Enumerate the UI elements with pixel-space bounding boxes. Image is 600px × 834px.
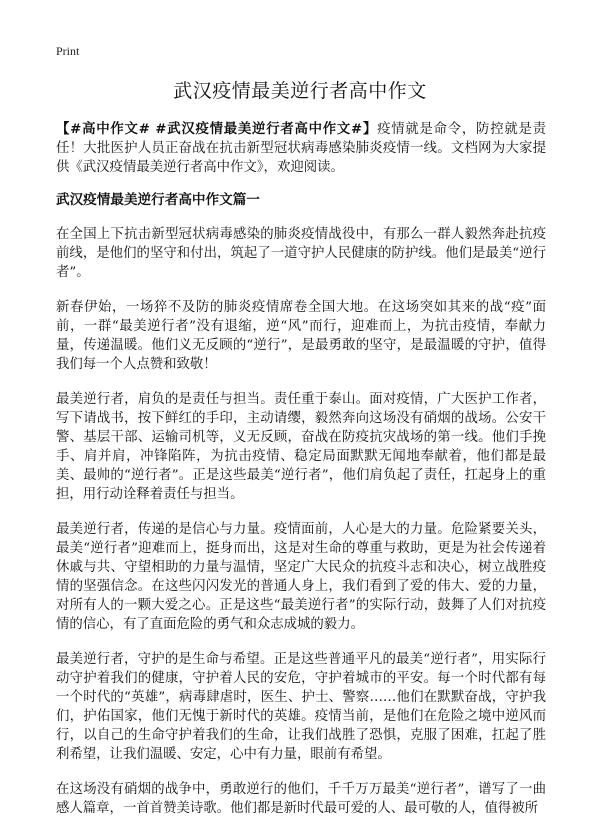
paragraph-6: 在这场没有硝烟的战争中，勇敢逆行的他们，千千万万最美“逆行者”，谱写了一曲感人篇章，一首首赞美诗歌。他们都是新时代最可爱的人、最可敬的人，值得被所 [56, 782, 546, 816]
paragraph-3: 最美逆行者，肩负的是责任与担当。责任重于泰山。面对疫情，广大医护工作者，写下请战书，按下鲜红的手印，主动请缨，毅然奔向这场没有硝烟的战场。公安干警、基层干部、运输司机等，义无反顾，奋战在防疫抗灾战场的第一线。他们手挽手、肩并肩，冲锋陷阵，为抗击疫情、稳定局面默默无闻地奉献着，他们都是最美、最帅的“逆行者”。正是这些最美“逆行者”，他们肩负起了责任，扛起身上的重担，用行动诠释着责任与担当。 [56, 392, 546, 502]
intro-tags: 【#高中作文# #武汉疫情最美逆行者高中作文#】 [56, 121, 378, 137]
article-body [56, 120, 546, 834]
paragraph-1: 在全国上下抗击新型冠状病毒感染的肺炎疫情战役中，有那么一群人毅然奔赴抗疫前线，是他们的坚守和付出，筑起了一道守护人民健康的防护线。他们是最美“逆行者”。 [56, 227, 546, 280]
paragraph-5: 最美逆行者，守护的是生命与希望。正是这些普通平凡的最美“逆行者”，用实际行动守护着我们的健康，守护着人民的安危，守护着城市的平安。每一个时代都有每一个时代的“英雄”，病毒肆虐时，医生、护士、警察……他们在默默奋战，守护我们，护佑国家，他们无愧于新时代的英雄。疫情当前，是他们在危险之境中逆风而行，以自己的生命守护着我们的生命，让我们战胜了恐惧，克服了困难，扛起了胜利希望，让我们温暖、安定，心中有力量，眼前有希望。 [56, 652, 546, 762]
paragraph-4: 最美逆行者，传递的是信心与力量。疫情面前，人心是大的力量。危险紧要关头，最美“逆行者”迎难而上，挺身而出，这是对生命的尊重与救助，更是为社会传递着休戚与共、守望相助的力量与温情，坚定广大民众的抗疫斗志和决心，树立战胜疫情的坚强信念。在这些闪闪发光的普通人身上，我们看到了爱的伟大、爱的力量，对所有人的一颗大爱之心。正是这些“最美逆行者”的实际行动，鼓舞了人们对抗疫情的信心，有了直面危险的勇气和众志成城的毅力。 [56, 522, 546, 632]
section-heading: 武汉疫情最美逆行者高中作文篇一 [56, 192, 260, 208]
paragraph-2: 新春伊始，一场猝不及防的肺炎疫情席卷全国大地。在这场突如其来的战“疫”面前，一群“最美逆行者”没有退缩，逆“风”而行，迎难而上，为抗击疫情，奉献力量，传递温暖。他们义无反顾的“逆行”，是最勇敢的坚守，是最温暖的守护，值得我们每一个人点赞和致敬！ [56, 300, 546, 372]
intro-text: 疫情就是命令，防控就是责任！大批医护人员正奋战在抗击新型冠状病毒感染肺炎疫情一线。文档网为大家提供《武汉疫情最美逆行者高中作文》，欢迎阅读。 [56, 122, 546, 175]
intro-paragraph [56, 120, 546, 177]
page-title: 武汉疫情最美逆行者高中作文 [173, 80, 427, 102]
print-link[interactable]: Print [56, 44, 80, 58]
